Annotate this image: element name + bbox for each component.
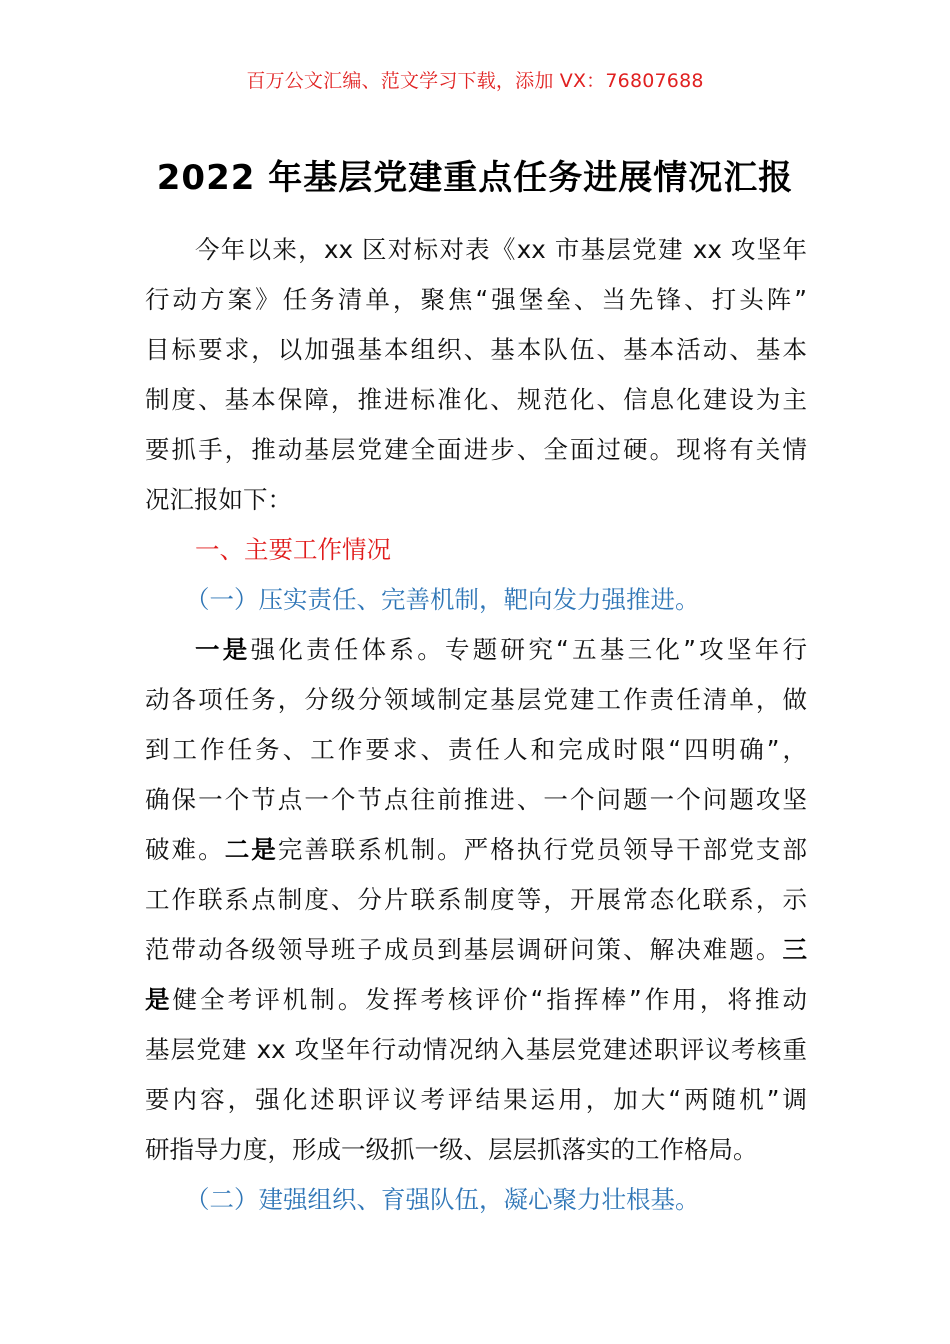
paragraph-line [145,825,807,875]
subsection-heading: （一）压实责任、完善机制，靶向发力强推进。 [185,585,700,614]
line-text: 强化责任体系。专题研究“五基三化”攻坚年行 [250,635,807,664]
bold-lead: 一是 [195,635,251,664]
watermark-banner: 百万公文汇编、范文学习下载，添加 VX：76807688 [246,70,704,92]
paragraph-line [145,625,807,675]
document-title: 2022 年基层党建重点任务进展情况汇报 [156,158,794,198]
line-text: 健全考评机制。发挥考核评价“指挥棒”作用，将推动 [172,985,807,1014]
line-text: 破难。 [145,835,225,864]
document-body [145,225,807,1225]
paragraph-line: 确保一个节点一个节点往前推进、一个问题一个问题攻坚 [145,785,807,814]
intro-line: 今年以来，xx 区对标对表《xx 市基层党建 xx 攻坚年 [195,235,807,264]
intro-line: 要抓手，推动基层党建全面进步、全面过硬。现将有关情 [145,435,807,464]
paragraph-line: 到工作任务、工作要求、责任人和完成时限“四明确”， [145,735,807,764]
intro-line: 行动方案》任务清单，聚焦“强堡垒、当先锋、打头阵” [145,285,807,314]
section-heading: 一、主要工作情况 [195,535,391,564]
paragraph-line: 动各项任务，分级分领域制定基层党建工作责任清单，做 [145,685,807,714]
intro-line: 制度、基本保障，推进标准化、规范化、信息化建设为主 [145,385,807,414]
paragraph-line: 要内容，强化述职评议考评结果运用，加大“两随机”调 [145,1085,807,1114]
paragraph-line [145,925,807,975]
paragraph-line: 基层党建 xx 攻坚年行动情况纳入基层党建述职评议考核重 [145,1035,807,1064]
paragraph-line [145,975,807,1025]
line-text: 范带动各级领导班子成员到基层调研问策、解决难题。 [145,935,783,964]
line-text: 完善联系机制。严格执行党员领导干部党支部 [277,835,807,864]
bold-lead: 三 [782,935,807,964]
paragraph-line: 研指导力度，形成一级抓一级、层层抓落实的工作格局。 [145,1135,758,1164]
intro-line: 目标要求，以加强基本组织、基本队伍、基本活动、基本 [145,335,807,364]
bold-lead: 是 [145,985,173,1014]
paragraph-line: 工作联系点制度、分片联系制度等，开展常态化联系，示 [145,885,807,914]
intro-line: 况汇报如下： [145,485,292,514]
bold-lead: 二是 [224,835,278,864]
subsection-heading: （二）建强组织、育强队伍，凝心聚力壮根基。 [185,1185,700,1214]
